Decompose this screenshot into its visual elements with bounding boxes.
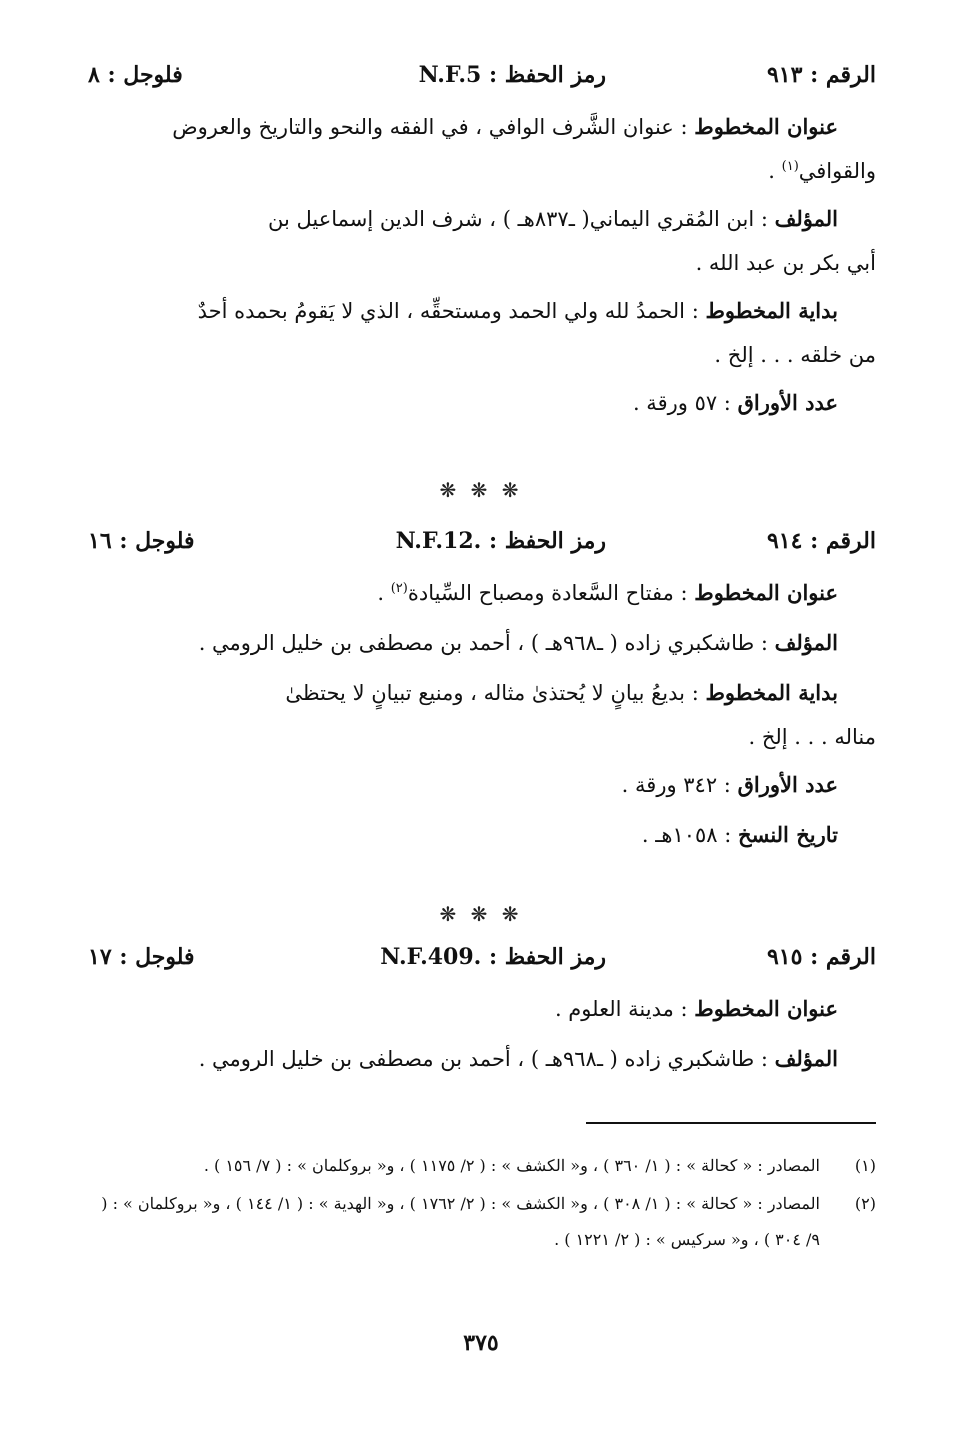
entry-914 [88,528,876,860]
entry-header [88,944,876,984]
author-line: المؤلف : طاشكبري زاده ( ـ٩٦٨هـ ) ، أحمد بن مصطفى بن خليل الرومي . [198,630,838,655]
footnote-text: المصادر : « كحالة » : ( ١/ ٣٦٠ ) ، و« الكشف » : ( ٢/ ١١٧٥ ) ، و« بروكلمان » : ( ٧/ ١٥٦ ) . [203,1156,820,1175]
title-line: عنوان المخطوط : مدينة العلوم . [554,996,838,1021]
shelf-code: رمز الحفظ : N.F.5 [418,62,606,88]
leaves-line: عدد الأوراق : ٥٧ ورقة . [632,390,838,415]
entry-header [88,528,876,568]
footnote-2 [90,1186,876,1258]
entry-number: الرقم : ٩١٣ [766,62,876,88]
entry-913 [88,62,876,428]
footnote-text: المصادر : « كحالة » : ( ١/ ٣٠٨ ) ، و« الكشف » : ( ٢/ ١٧٦٢ ) ، و« الهدية » : ( ١/ ١٤٤ ) ، و« بروكلمان » : ( ٩/ ٣٠٤ ) ، و« سركيس » : ( ٢/ ١٢٢١ ) . [101,1194,820,1249]
section-separator: ❋ ❋ ❋ [439,902,523,926]
footnote-divider [586,1122,876,1124]
footnote-number: (٢) [854,1194,876,1213]
title-line: عنوان المخطوط : مفتاح السَّعادة ومصباح السِّيادة$^{(٢)}$ . [377,580,838,605]
flugel-number: فلوجل : ١٦ [88,528,195,554]
title-line-cont: والقوافي$^{(١)}$ . [768,159,876,183]
beginning-line-cont: مناله . . . إلخ . [748,725,876,749]
entry-number: الرقم : ٩١٥ [766,944,876,970]
shelf-code: رمز الحفظ : N.F.409. [380,944,606,970]
copy-date-line: تاريخ النسخ : ١٠٥٨هـ . [641,822,838,847]
footnote-ref[interactable]: (٢) [390,581,408,596]
beginning-line: بداية المخطوط : بديعُ بيانٍ لا يُحتذىٰ مثاله ، ومنيع تبيانٍ لا يحتظىٰ [285,680,838,705]
beginning-line-cont: من خلقه . . . إلخ . [714,343,876,367]
footnote-ref[interactable]: (١) [781,159,799,174]
entry-915 [88,944,876,1084]
entry-header [88,62,876,102]
flugel-number: فلوجل : ١٧ [88,944,195,970]
author-line: المؤلف : طاشكبري زاده ( ـ٩٦٨هـ ) ، أحمد بن مصطفى بن خليل الرومي . [198,1046,838,1071]
section-separator: ❋ ❋ ❋ [439,478,523,502]
page-number: ٣٧٥ [463,1330,499,1356]
footnote-1 [90,1148,876,1184]
author-line-cont: أبي بكر بن عبد الله . [695,251,876,275]
leaves-line: عدد الأوراق : ٣٤٢ ورقة . [621,772,838,797]
footnotes [90,1148,876,1258]
entry-number: الرقم : ٩١٤ [766,528,876,554]
shelf-code: رمز الحفظ : N.F.12. [395,528,606,554]
author-line: المؤلف : ابن المُقري اليماني( ـ٨٣٧هـ ) ، شرف الدين إسماعيل بن [267,206,838,231]
flugel-number: فلوجل : ٨ [88,62,183,88]
title-line: عنوان المخطوط : عنوان الشَّرف الوافي ، في الفقه والنحو والتاريخ والعروض [172,114,838,139]
beginning-line: بداية المخطوط : الحمدُ لله ولي الحمد ومستحقِّه ، الذي لا يَقومُ بحمده أحدٌ [197,298,838,323]
footnote-number: (١) [854,1156,876,1175]
